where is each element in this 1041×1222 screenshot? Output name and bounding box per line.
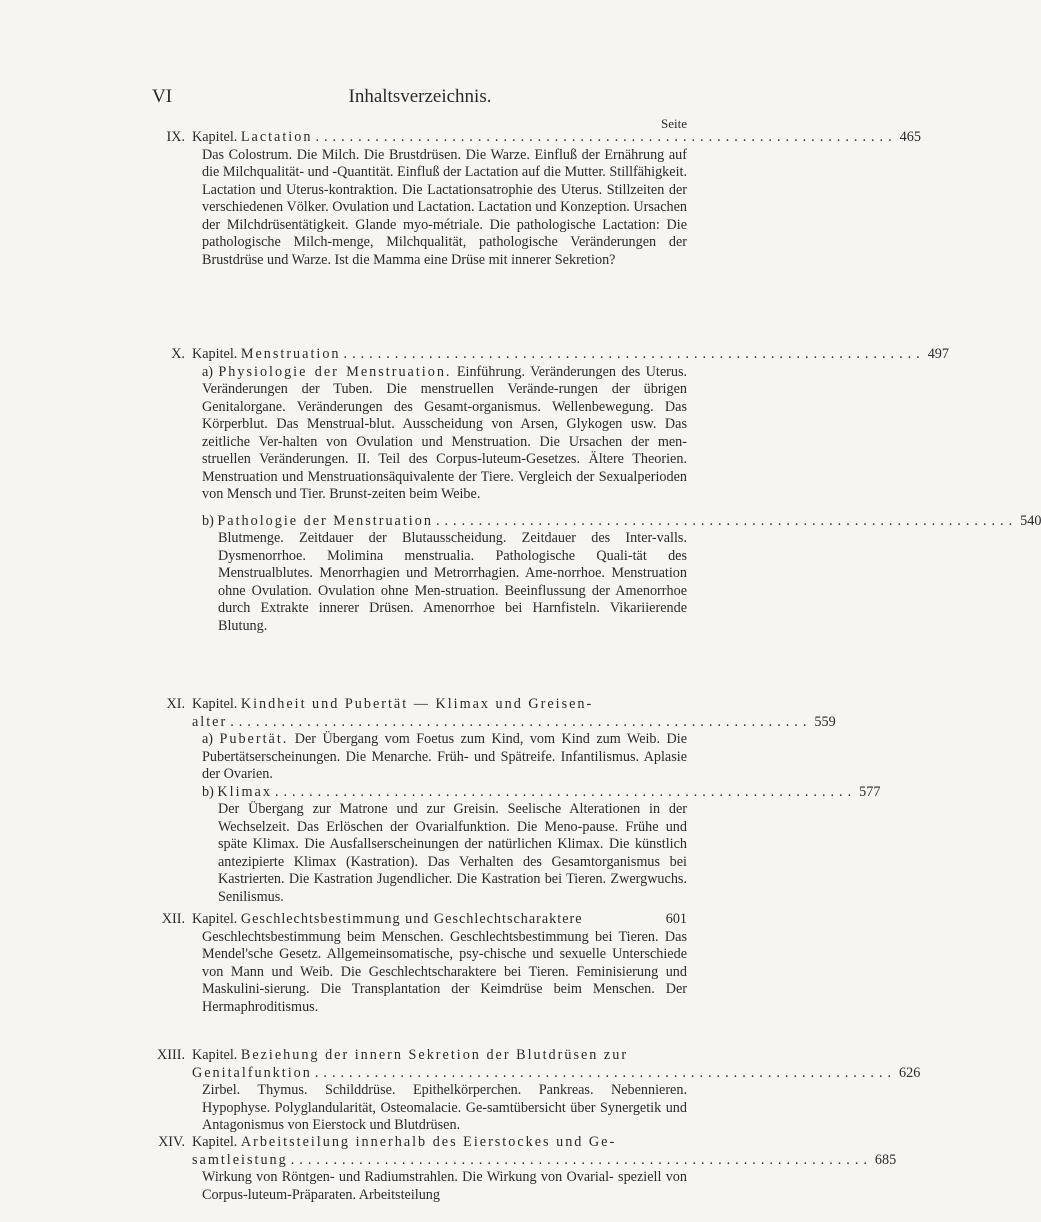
page-title: Inhaltsverzeichnis. xyxy=(348,86,492,107)
chapter-title: Kindheit und Pubertät — Klimax und Greisen- xyxy=(240,696,594,712)
section-title: Klimax xyxy=(217,783,272,800)
toc-entry-ix xyxy=(152,129,921,269)
leader-dots: .................................................................... xyxy=(315,129,897,145)
chapter-page: 559 xyxy=(814,713,836,730)
chapter-number: XIII. xyxy=(157,1047,185,1063)
leader-dots: .................................................................... xyxy=(343,346,925,362)
chapter-title-continued: samtleistung xyxy=(192,1151,288,1168)
toc-entry-xiii xyxy=(152,1047,921,1135)
chapter-number: X. xyxy=(171,346,185,362)
leader-dots: .................................................................... xyxy=(290,1151,872,1168)
leader-dots: .................................................................... xyxy=(435,512,1018,529)
section-description: Einführung. Veränderungen des Uterus. Veränderungen der Tuben. Die menstruellen Verände-rungen der übrigen Genitalorgane. Veränderungen des Gesamt-organismus. Wellenbewegung. Das Körperblut. Das Menstrual-blut. Ausscheidung von Arsen, Glykogen usw. Das zeitliche Ver-halten von Ovulation und Menstruation. Die Ursachen der men-struellen Veränderungen. II. Teil des Corpus-luteum-Gesetzes. Ältere Theorien. Menstruation und Menstruationsäquivalente der Tiere. Vergleich der Sexualperioden von Mensch und Tier. Brunst-zeiten beim Weibe. xyxy=(202,363,688,502)
section-description: Blutmenge. Zeitdauer der Blutausscheidung. Zeitdauer des Inter-valls. Dysmenorrhoe. Molimina menstrualia. Pathologische Quali-tät des Menstrualblutes. Menorrhagien und Metrorrhagien. Ame-norrhoe. Menstruation ohne Ovulation. Ovulation ohne Men-struation. Beeinflussung der Amenorrhoe durch Extrakte innerer Drüsen. Amenorrhoe bei Harnfisteln. Vikariierende Blutung. xyxy=(218,530,687,634)
chapter-title: Arbeitsteilung innerhalb des Eierstockes und Ge- xyxy=(240,1134,617,1150)
section-description: Der Übergang vom Foetus zum Kind, vom Kind zum Weib. Die Pubertätserscheinungen. Die Menarche. Früh- und Spätreife. Infantilismus. Aplasie der Ovarien. xyxy=(202,731,688,782)
chapter-description: Zirbel. Thymus. Schilddrüse. Epithelkörperchen. Pankreas. Nebennieren. Hypophyse. Polyglandularität, Osteomalacie. Ge-samtübersicht über Synergetik und Antagonismus von Eierstock und Blutdrüsen. xyxy=(202,1082,687,1133)
section-label: a) xyxy=(202,363,214,380)
section-a xyxy=(192,364,687,504)
section-label: a) xyxy=(202,731,214,747)
toc-entry-xii xyxy=(152,911,687,1016)
chapter-description: Wirkung von Röntgen- und Radiumstrahlen. Die Wirkung von Ovarial- speziell von Corpus-luteum-Präparaten. Arbeitsteilung xyxy=(202,1169,687,1203)
chapter-prefix: Kapitel. xyxy=(192,1047,238,1063)
chapter-number: XII. xyxy=(161,911,185,927)
chapter-page: 601 xyxy=(665,911,687,927)
page-number: VI xyxy=(152,86,173,107)
chapter-prefix: Kapitel. xyxy=(192,129,238,145)
chapter-page: 465 xyxy=(899,129,921,145)
chapter-page: 626 xyxy=(899,1064,921,1081)
chapter-title: Menstruation xyxy=(240,346,341,362)
leader-dots: .................................................................... xyxy=(230,713,812,730)
chapter-title: Geschlechtsbestimmung und Geschlechtscharaktere xyxy=(240,911,583,927)
chapter-prefix: Kapitel. xyxy=(192,696,238,712)
chapter-number: IX. xyxy=(166,129,185,145)
chapter-number: XIV. xyxy=(158,1134,185,1150)
section-label: b) xyxy=(202,783,214,800)
chapter-title: Beziehung der innern Sekretion der Blutdrüsen zur xyxy=(240,1047,629,1063)
section-title: Physiologie der Menstruation. xyxy=(218,363,452,380)
leader-dots: .................................................................... xyxy=(314,1064,897,1081)
chapter-page: 497 xyxy=(927,346,949,362)
chapter-page: 685 xyxy=(874,1151,897,1168)
section-description: Der Übergang zur Matrone und zur Greisin. Seelische Alterationen in der Wechselzeit. Das Erlöschen der Ovarialfunktion. Die Meno-pause. Frühe und späte Klimax. Die Ausfallserscheinungen der natürlichen Klimax. Die künstlich antezipierte Klimax (Kastration). Das Verhalten des Gesamtorganismus bei Kastrierten. Die Kastration Jugendlicher. Die Kastration bei Tieren. Zwergwuchs. Senilismus. xyxy=(218,801,687,905)
section-b xyxy=(192,783,881,907)
leader-dots: .................................................................... xyxy=(274,783,857,800)
page-header xyxy=(152,86,688,110)
chapter-prefix: Kapitel. xyxy=(192,346,238,362)
chapter-title-continued: alter xyxy=(192,713,228,730)
section-b xyxy=(192,512,1041,636)
chapter-description: Geschlechtsbestimmung beim Menschen. Geschlechtsbestimmung bei Tieren. Das Mendel'sche Gesetz. Allgemeinsomatische, psy-chische und sexuelle Unterschiede von Mann und Weib. Die Geschlechtscharaktere bei Tieren. Feminisierung und Maskulini-sierung. Die Transplantation der Keimdrüse beim Menschen. Der Hermaphroditismus. xyxy=(202,928,687,1015)
chapter-number: XI. xyxy=(166,696,185,712)
chapter-prefix: Kapitel. xyxy=(192,1134,238,1150)
section-page: 577 xyxy=(859,783,881,800)
chapter-prefix: Kapitel. xyxy=(192,911,238,927)
chapter-title: Lactation xyxy=(240,129,313,145)
seite-label: Seite xyxy=(661,116,687,131)
toc-entry-x xyxy=(152,346,1041,635)
section-label: b) xyxy=(202,512,214,529)
chapter-description: Das Colostrum. Die Milch. Die Brustdrüsen. Die Warze. Einfluß der Ernährung auf die Milchqualität- und -Quantität. Einfluß der Lactation auf die Mutter. Stillfähigkeit. Lactation und Uterus-kontraktion. Die Lactationsatrophie des Uterus. Stillzeiten der verschiedenen Völker. Ovulation und Lactation. Lactation und Konzeption. Ursachen der Milchdrüsentätigkeit. Glande myo-métriale. Die pathologische Lactation: Die pathologische Milch-menge, Milchqualität, pathologische Veränderungen der Brustdrüse und Warze. Ist die Mamma eine Drüse mit innerer Sekretion? xyxy=(202,146,688,268)
section-page: 540 xyxy=(1020,512,1041,529)
section-title: Pathologie der Menstruation xyxy=(217,512,433,529)
section-a xyxy=(192,731,687,784)
toc-entry-xiv xyxy=(152,1134,897,1204)
toc-entry-xi xyxy=(152,696,881,906)
section-title: Pubertät. xyxy=(219,731,289,747)
chapter-title-continued: Genitalfunktion xyxy=(192,1064,312,1081)
